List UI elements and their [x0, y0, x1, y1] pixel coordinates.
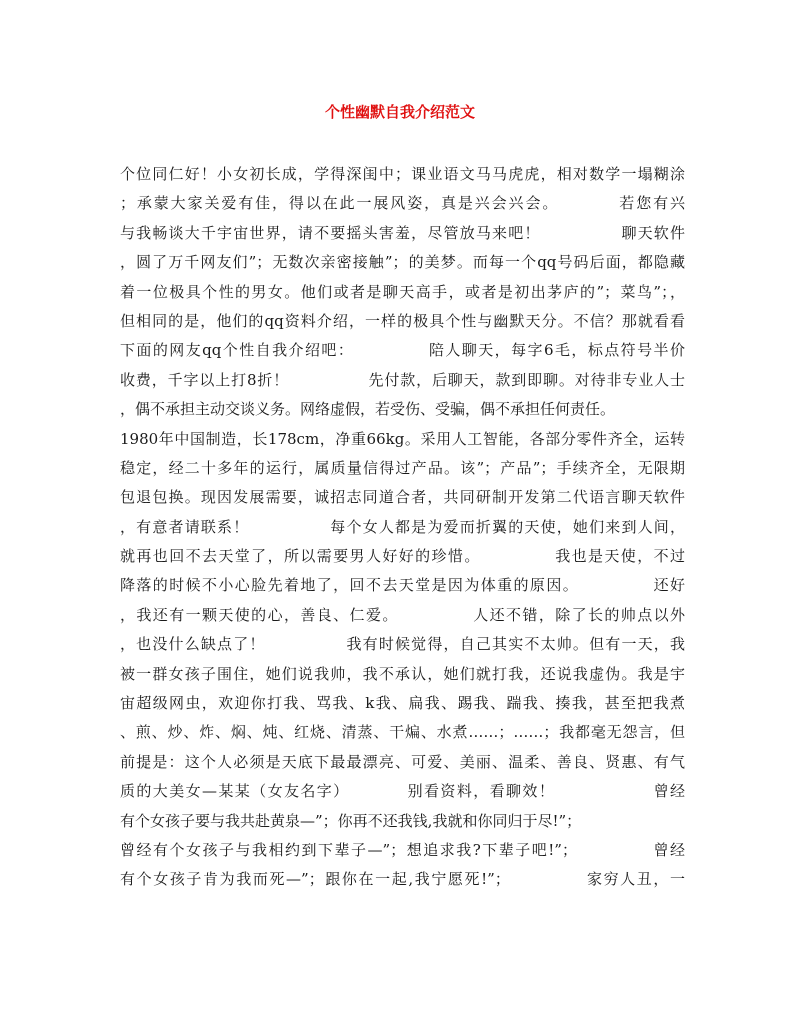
body-line: 稳定，经二十多年的运行，属质量信得过产品。该”；产品”；手续齐全，无限期 — [120, 458, 685, 477]
body-line: 收费，千字以上打8折！ 先付款，后聊天，款到即聊。对待非专业人士 — [120, 370, 685, 389]
body-line: ；承蒙大家关爱有佳，得以在此一展风姿，真是兴会兴会。 若您有兴 — [120, 194, 685, 213]
body-line: ，我还有一颗天使的心，善良、仁爱。 人还不错，除了长的帅点以外 — [120, 605, 685, 624]
body-line: 前提是：这个人必须是天底下最最漂亮、可爱、美丽、温柔、善良、贤惠、有气 — [120, 752, 685, 771]
body-line: 就再也回不去天堂了，所以需要男人好好的珍惜。 我也是天使，不过 — [120, 547, 685, 566]
body-line: 着一位极具个性的男女。他们或者是聊天高手，或者是初出茅庐的”；菜鸟”；， — [120, 282, 685, 301]
body-line: 、煎、炒、炸、焖、炖、红烧、清蒸、干煸、水煮……；……；我都毫无怨言，但 — [120, 723, 685, 742]
document-body — [120, 160, 685, 895]
body-line: ，圆了万千网友们”；无数次亲密接触”；的美梦。而每一个qq号码后面，都隐藏 — [120, 253, 685, 272]
body-line: 与我畅谈大千宇宙世界，请不要摇头害羞，尽管放马来吧！ 聊天软件 — [120, 223, 685, 242]
body-line: 个位同仁好！小女初长成，学得深闺中；课业语文马马虎虎，相对数学一塌糊涂 — [120, 165, 685, 183]
document-title: 个性幽默自我介绍范文 — [324, 103, 475, 121]
body-line: 降落的时候不小心脸先着地了，回不去天堂是因为体重的原因。 还好 — [120, 576, 685, 595]
body-line: 有个女孩子肯为我而死—”；跟你在一起,我宁愿死!”； 家穷人丑，一 — [120, 870, 685, 889]
body-line: 有个女孩子要与我共赴黄泉—”；你再不还我钱,我就和你同归于尽!”； — [120, 811, 582, 830]
body-line: 曾经有个女孩子与我相约到下辈子—”；想追求我?下辈子吧!”； 曾经 — [120, 840, 685, 859]
body-line: 宙超级网虫，欢迎你打我、骂我、k我、扁我、踢我、踹我、揍我，甚至把我煮 — [120, 694, 685, 713]
body-line: ，偶不承担主动交谈义务。网络虚假，若受伤、受骗，偶不承担任何责任。 — [120, 400, 616, 419]
body-line: 质的大美女—某某（女友名字） 别看资料，看聊效！ 曾经 — [120, 782, 685, 801]
body-line: 被一群女孩子围住，她们说我帅，我不承认，她们就打我，还说我虚伪。我是宇 — [120, 664, 685, 683]
body-line: 包退包换。现因发展需要，诚招志同道合者，共同研制开发第二代语言聊天软件 — [120, 488, 685, 507]
body-line: 下面的网友qq个性自我介绍吧： 陪人聊天，每字6毛，标点符号半价 — [120, 341, 685, 360]
body-line: ，有意者请联系！ 每个女人都是为爱而折翼的天使，她们来到人间， — [120, 517, 685, 536]
body-line: 但相同的是，他们的qq资料介绍，一样的极具个性与幽默天分。不信？那就看看 — [120, 311, 685, 330]
body-line: ，也没什么缺点了！ 我有时候觉得，自己其实不太帅。但有一天，我 — [120, 635, 685, 654]
body-line: 1980年中国制造，长178cm，净重66kg。采用人工智能，各部分零件齐全，运转 — [120, 429, 685, 448]
